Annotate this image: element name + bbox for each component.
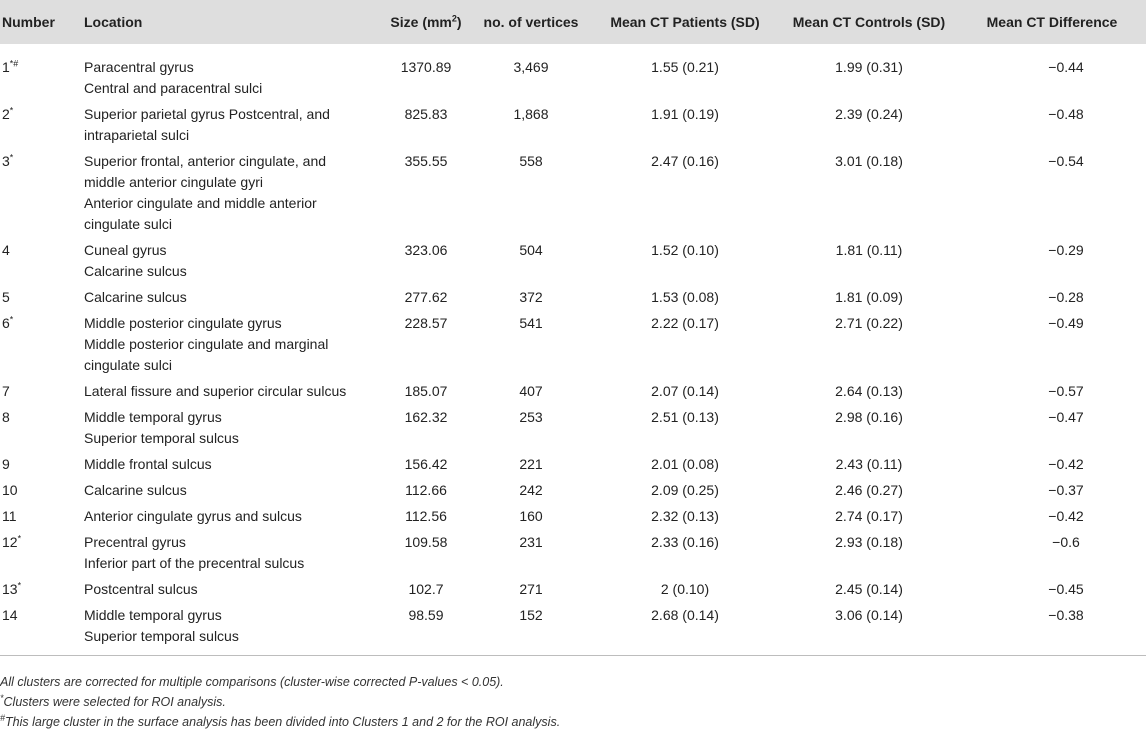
location-line: Anterior cingulate and middle anterior [84, 195, 317, 211]
cluster-number: 9 [2, 456, 10, 472]
cluster-location [80, 452, 380, 478]
mean-ct-patients: 2 (0.10) [660, 581, 710, 597]
table-header-row [0, 0, 1146, 44]
location-line: Paracentral gyrus [84, 59, 194, 75]
mean-ct-patients: 2.22 (0.17) [651, 315, 719, 331]
location-line: Inferior part of the precentral sulcus [84, 555, 305, 571]
cluster-mark: * [9, 152, 14, 163]
mean-ct-controls: 3.01 (0.18) [835, 153, 903, 169]
location-line: intraparietal sulci [84, 127, 190, 143]
cluster-location [80, 405, 380, 452]
footnote-correction: All clusters are corrected for multiple comparisons (cluster-wise corrected P-values < 0.05). [0, 675, 504, 689]
cluster-mark: * [17, 533, 22, 544]
header-controls: Mean CT Controls (SD) [792, 13, 946, 30]
location-line: Central and paracentral sulci [84, 80, 263, 96]
mean-ct-difference: −0.57 [1048, 383, 1084, 399]
mean-ct-patients: 2.68 (0.14) [590, 603, 780, 656]
mean-ct-difference: −0.6 [1052, 534, 1080, 550]
cluster-mark: * [17, 580, 22, 591]
cluster-location [80, 44, 380, 102]
table-row [0, 285, 1146, 311]
mean-ct-difference: −0.49 [1048, 315, 1084, 331]
cluster-mark: *# [9, 58, 19, 69]
mean-ct-patients: 1.52 (0.10) [651, 242, 719, 258]
table-body [0, 44, 1146, 656]
cluster-size: 98.59 [380, 603, 472, 656]
table-row [0, 405, 1146, 452]
cluster-vertices: 1,868 [513, 106, 549, 122]
mean-ct-controls: 2.43 (0.11) [835, 456, 903, 472]
cluster-vertices: 231 [519, 534, 543, 550]
mean-ct-controls: 3.06 (0.14) [780, 603, 958, 656]
mean-ct-difference: −0.29 [1048, 242, 1084, 258]
cluster-location [80, 311, 380, 379]
cluster-number: 11 [2, 508, 17, 524]
mean-ct-controls: 2.64 (0.13) [835, 383, 903, 399]
cluster-location [80, 603, 380, 656]
cluster-vertices: 372 [519, 289, 543, 305]
cluster-number: 7 [2, 383, 10, 399]
table-row [0, 379, 1146, 405]
cluster-location [80, 504, 380, 530]
mean-ct-difference: −0.42 [1048, 456, 1084, 472]
cluster-size: 156.42 [404, 456, 448, 472]
cluster-number: 4 [2, 242, 10, 258]
cluster-location [80, 478, 380, 504]
cluster-size: 323.06 [404, 242, 448, 258]
location-line: Calcarine sulcus [84, 263, 187, 279]
footnote-divided: #This large cluster in the surface analysis has been divided into Clusters 1 and 2 for the ROI analysis. [0, 712, 561, 729]
mean-ct-patients: 2.47 (0.16) [651, 153, 719, 169]
mean-ct-patients: 2.33 (0.16) [651, 534, 719, 550]
cluster-vertices: 541 [519, 315, 543, 331]
mean-ct-difference: −0.28 [1048, 289, 1084, 305]
cluster-number: 10 [2, 482, 18, 498]
table-row [0, 149, 1146, 238]
cluster-location [80, 285, 380, 311]
mean-ct-patients: 2.09 (0.25) [651, 482, 719, 498]
table-row [0, 238, 1146, 285]
mean-ct-controls: 1.81 (0.11) [835, 242, 903, 258]
cluster-mark: * [9, 105, 14, 116]
mean-ct-controls: 2.74 (0.17) [835, 508, 903, 524]
cluster-vertices: 407 [519, 383, 543, 399]
cluster-vertices: 242 [519, 482, 543, 498]
cluster-number: 5 [2, 289, 10, 305]
mean-ct-controls: 2.45 (0.14) [835, 581, 903, 597]
mean-ct-controls: 2.46 (0.27) [835, 482, 903, 498]
cluster-size: 277.62 [404, 289, 448, 305]
table-row [0, 452, 1146, 478]
cluster-mark: * [9, 314, 14, 325]
location-line: Superior parietal gyrus Postcentral, and [84, 106, 330, 122]
cluster-number: 13* [2, 580, 22, 597]
mean-ct-patients: 1.55 (0.21) [651, 59, 719, 75]
table-row [0, 577, 1146, 603]
table-row [0, 504, 1146, 530]
mean-ct-controls: 1.81 (0.09) [835, 289, 903, 305]
cluster-size: 825.83 [404, 106, 448, 122]
mean-ct-controls: 2.93 (0.18) [835, 534, 903, 550]
cluster-location [80, 577, 380, 603]
mean-ct-controls: 2.98 (0.16) [835, 409, 903, 425]
mean-ct-difference: −0.38 [958, 603, 1146, 656]
footnote-selected: *Clusters were selected for ROI analysis. [0, 692, 226, 709]
cluster-size: 102.7 [408, 581, 444, 597]
table-row [0, 102, 1146, 149]
table-row [0, 311, 1146, 379]
table-footnotes [0, 672, 1146, 732]
location-line: Cuneal gyrus [84, 242, 167, 258]
cluster-number: 1*# [2, 58, 19, 75]
header-number: Number [2, 13, 55, 30]
mean-ct-patients: 2.51 (0.13) [651, 409, 719, 425]
mean-ct-patients: 2.32 (0.13) [651, 508, 719, 524]
cluster-size: 112.56 [405, 508, 447, 524]
cluster-number: 14 [0, 603, 80, 656]
cluster-number: 6* [2, 314, 14, 331]
mean-ct-difference: −0.47 [1048, 409, 1084, 425]
header-difference: Mean CT Difference [986, 13, 1118, 30]
mean-ct-difference: −0.44 [1048, 59, 1084, 75]
cluster-number: 12* [2, 533, 22, 550]
cluster-location [80, 149, 380, 238]
cluster-size: 112.66 [405, 482, 447, 498]
cluster-size: 355.55 [404, 153, 448, 169]
mean-ct-controls: 2.39 (0.24) [835, 106, 903, 122]
cluster-location [80, 379, 380, 405]
mean-ct-controls: 1.99 (0.31) [835, 59, 903, 75]
mean-ct-difference: −0.54 [1048, 153, 1084, 169]
cluster-size: 1370.89 [400, 59, 452, 75]
mean-ct-difference: −0.45 [1048, 581, 1084, 597]
location-line: Lateral fissure and superior circular sulcus [84, 383, 347, 399]
location-line: Middle posterior cingulate and marginal [84, 336, 329, 352]
location-line: Precentral gyrus [84, 534, 186, 550]
table-row [0, 530, 1146, 577]
mean-ct-patients: 1.91 (0.19) [651, 106, 719, 122]
cluster-vertices: 221 [519, 456, 543, 472]
header-patients: Mean CT Patients (SD) [610, 13, 760, 30]
location-line: Superior temporal sulcus [84, 628, 239, 644]
table-row [0, 44, 1146, 102]
cluster-size: 228.57 [404, 315, 448, 331]
mean-ct-controls: 2.71 (0.22) [835, 315, 903, 331]
cluster-vertices: 253 [519, 409, 543, 425]
mean-ct-patients: 2.07 (0.14) [651, 383, 719, 399]
cluster-number: 3* [2, 152, 14, 169]
mean-ct-difference: −0.37 [1048, 482, 1084, 498]
header-location: Location [84, 13, 143, 30]
location-line: Postcentral sulcus [84, 581, 198, 597]
table-row [0, 478, 1146, 504]
location-line: Calcarine sulcus [84, 482, 187, 498]
location-line: Calcarine sulcus [84, 289, 187, 305]
cluster-size: 185.07 [404, 383, 448, 399]
cluster-size: 162.32 [404, 409, 448, 425]
mean-ct-difference: −0.48 [1048, 106, 1084, 122]
cluster-vertices: 504 [519, 242, 543, 258]
location-line: middle anterior cingulate gyri [84, 174, 263, 190]
mean-ct-patients: 2.01 (0.08) [651, 456, 719, 472]
mean-ct-patients: 1.53 (0.08) [651, 289, 719, 305]
cluster-vertices: 3,469 [513, 59, 549, 75]
cluster-number: 8 [2, 409, 10, 425]
mean-ct-difference: −0.42 [1048, 508, 1084, 524]
cluster-location [80, 102, 380, 149]
location-line: Middle posterior cingulate gyrus [84, 315, 282, 331]
location-line: Superior temporal sulcus [84, 430, 239, 446]
location-line: Middle temporal gyrus [84, 409, 222, 425]
header-vertices: no. of vertices [483, 13, 579, 30]
cluster-vertices: 152 [472, 603, 590, 656]
location-line: Anterior cingulate gyrus and sulcus [84, 508, 302, 524]
cluster-vertices: 558 [519, 153, 543, 169]
cluster-vertices: 160 [519, 508, 543, 524]
cluster-location [80, 530, 380, 577]
location-line: Superior frontal, anterior cingulate, and [84, 153, 327, 169]
cluster-size: 109.58 [404, 534, 448, 550]
cluster-number: 2* [2, 105, 14, 122]
header-size: Size $(mm^2)$ [390, 12, 462, 30]
location-line: cingulate sulci [84, 357, 172, 373]
table-row [0, 603, 1146, 656]
location-line: Middle frontal sulcus [84, 456, 212, 472]
cluster-location [80, 238, 380, 285]
location-line: cingulate sulci [84, 216, 172, 232]
cluster-vertices: 271 [519, 581, 543, 597]
location-line: Middle temporal gyrus [84, 607, 222, 623]
